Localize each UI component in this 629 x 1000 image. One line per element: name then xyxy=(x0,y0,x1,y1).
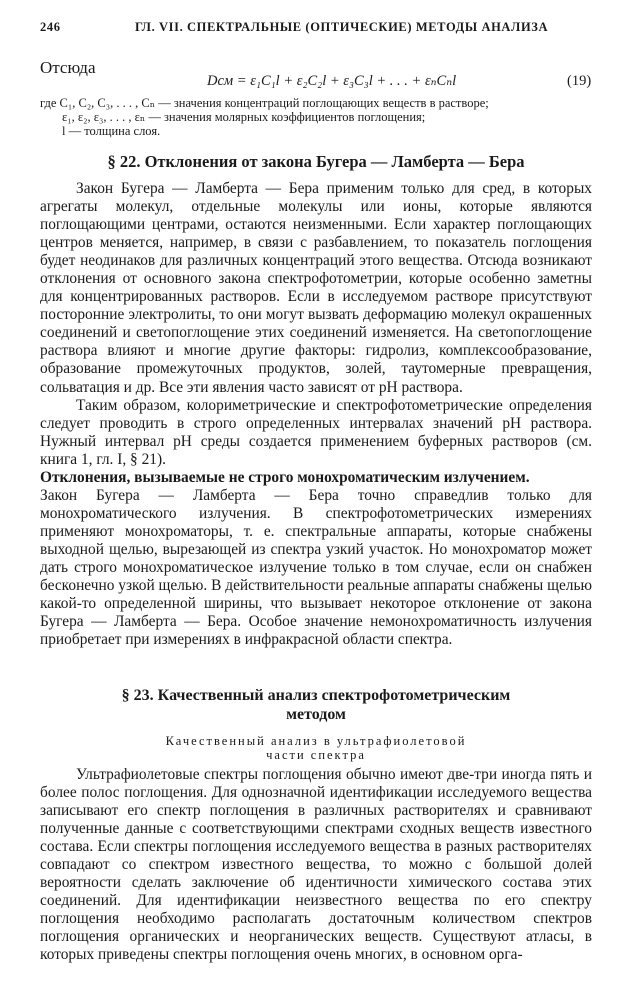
section-23-heading-line1: § 23. Качественный анализ спектрофотометрическим xyxy=(121,687,511,704)
paragraph xyxy=(40,469,592,649)
section-22-heading: § 22. Отклонения от закона Бугера — Ламберта — Бера xyxy=(107,152,525,171)
bold-paragraph-text: Закон Бугера — Ламберта — Бера точно справедлив только для монохроматического излучения. В спектрофотометрических измерениях применяют монохроматоры, т. е. спектральные аппараты, которые снабжены выходной щелью, вырезающей из спектра узкий участок. Но монохроматор может дать строго монохроматическое излучение только в том случае, если он снабжен бесконечно узкой щелью. В действительности реальные аппараты снабжены щелью какой-то определенной ширины, что вызывает некоторое отклонение от закона Бугера — Ламберта — Бера. Особое значение немонохроматичность излучения приобретает при измерениях в инфракрасной области спектра. xyxy=(40,486,592,649)
page-number: 246 xyxy=(40,20,61,34)
bold-lead: Отклонения, вызываемые не строго монохроматическим излучением. xyxy=(40,468,530,486)
equation-number: (19) xyxy=(567,73,592,89)
otsyuda-word: Отсюда xyxy=(40,58,96,77)
running-header xyxy=(40,20,589,40)
paragraph: Закон Бугера — Ламберта — Бера применим только для сред, в которых агрегаты молекул, отдельные молекулы или ионы, которые являются поглощающими центрами, остаются неизменными. Если характер поглощающих центров меняется, например, в связи с разбавлением, то показатель поглощения будет неодинаков для различных концентраций этого вещества. Отсюда возникают отклонения от основного закона спектрофотометрии, которые особенно заметны для концентрированных растворов. Если в исследуемом растворе присутствуют посторонние электролиты, то они могут вызвать деформацию молекул окрашенных соединений и светопоглощение этих соединений изменяется. На светопоглощение раствора влияют и многие другие факторы: гидролиз, комплексообразование, образование промежуточных продуктов, золей, таутомерные превращения, сольватация и др. Все эти явления часто зависят от pH раствора. xyxy=(40,180,592,396)
paragraph: Таким образом, колориметрические и спектрофотометрические определения следует проводить в строго определенных интервалах значений pH раствора. Нужный интервал pH среды создается применением буферных растворов (см. книга 1, гл. I, § 21). xyxy=(40,396,592,468)
section-22-body xyxy=(40,180,592,649)
paragraph: Ультрафиолетовые спектры поглощения обычно имеют две-три иногда пять и более полос поглощения. Для однозначной идентификации исследуемого вещества записывают его спектр поглощения в различных растворителях и сравнивают полученные данные с соответствующими спектрами сходных веществ известного состава. Если спектры поглощения исследуемого вещества в разных растворителях совпадают со спектром известного вещества, то можно с большой долей вероятности сделать заключение об идентичности химического состава этих соединений. Для идентификации неизвестного вещества по его спектру поглощения необходимо располагать достаточным количеством спектров поглощения органических и неорганических веществ. Существуют атласы, в которых приведены спектры поглощения очень многих, в основном орга- xyxy=(40,766,592,964)
section-23-heading xyxy=(40,686,592,724)
section-23-heading-line2: методом xyxy=(286,706,346,723)
running-head-title: ГЛ. VII. СПЕКТРАЛЬНЫЕ (ОПТИЧЕСКИЕ) МЕТОДЫ АНАЛИЗА xyxy=(135,20,549,34)
where-line: ε₁, ε₂, ε₃, . . . , εₙ — значения молярных коэффициентов поглощения; xyxy=(62,110,426,124)
section-23-body xyxy=(40,766,592,965)
subsection-heading-line2: части спектра xyxy=(266,748,366,762)
subsection-heading xyxy=(40,734,592,762)
subsection-heading-line1: Качественный анализ в ультрафиолетовой xyxy=(165,734,467,748)
where-line: l — толщина слоя. xyxy=(62,124,161,138)
where-line: где C₁, C₂, C₃, . . . , Cₙ — значения концентраций поглощающих веществ в растворе; xyxy=(40,96,489,110)
formula: Dсм = ε₁C₁l + ε₂C₂l + ε₃C₃l + . . . + εₙCₙl xyxy=(207,73,457,89)
